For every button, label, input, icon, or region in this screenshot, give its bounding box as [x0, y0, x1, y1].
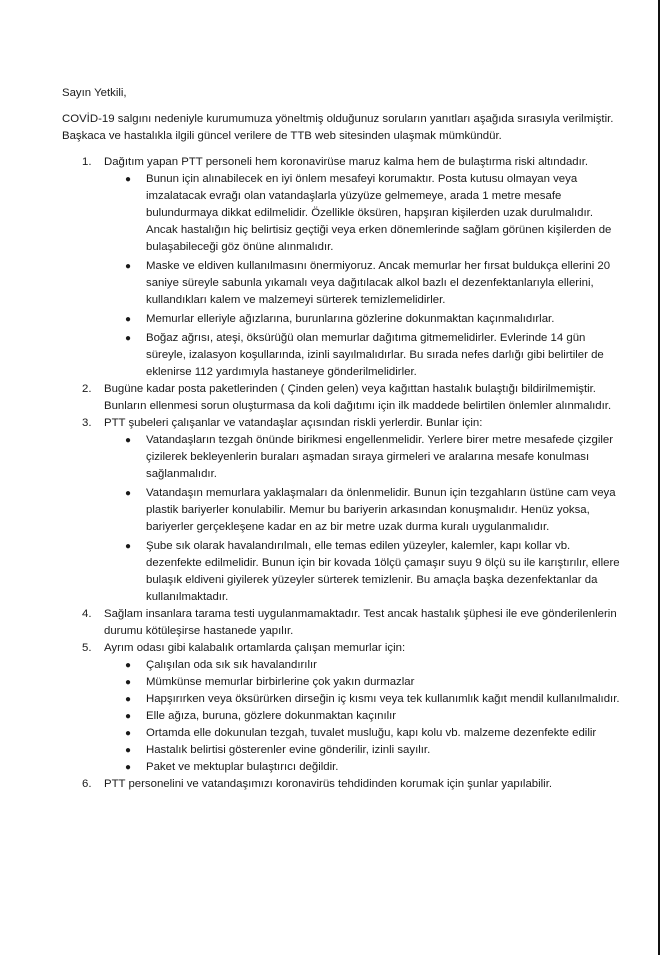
bullet-icon: ●	[125, 333, 132, 344]
sub-list-item	[104, 538, 622, 606]
intro-paragraph: COVİD-19 salgını nedeniyle kurumumuza yöneltmiş olduğunuz soruların yanıtları aşağıda sırasıyla verilmiştir. Başkaca ve hastalıkla ilgili güncel verilere de TTB web sitesinden ulaşmak mümkündür.	[62, 113, 614, 142]
bullet-icon: ●	[125, 435, 132, 446]
sub-list	[104, 657, 622, 776]
sub-list-item	[104, 674, 622, 691]
list-item	[62, 415, 622, 606]
bullet-icon: ●	[125, 314, 132, 325]
sub-item-text: Maske ve eldiven kullanılmasını önermiyoruz. Ancak memurlar her fırsat buldukça ellerini 20 saniye süreyle sabunla yıkamalı veya dağıtılacak alkol bazlı el dezenfektanlarıyla ellerini, kullandıkları kalem ve malzemeyi sürterek temizlemelidirler.	[146, 260, 611, 306]
sub-item-text: Hastalık belirtisi gösterenler evine gönderilir, izinli sayılır.	[146, 744, 431, 756]
sub-item-text: Elle ağıza, buruna, gözlere dokunmaktan kaçınılır	[146, 710, 397, 722]
list-item	[62, 776, 622, 793]
item-number: 5.	[82, 642, 92, 654]
sub-list-item	[104, 485, 622, 536]
letter-body	[62, 85, 622, 793]
sub-list-item	[104, 708, 622, 725]
bullet-icon: ●	[125, 677, 132, 688]
item-text: Dağıtım yapan PTT personeli hem koronavirüse maruz kalma hem de bulaştırma riski altındadır.	[104, 156, 589, 168]
sub-list	[104, 432, 622, 606]
bullet-icon: ●	[125, 488, 132, 499]
sub-item-text: Boğaz ağrısı, ateşi, öksürüğü olan memurlar dağıtıma gitmemelidirler. Evlerinde 14 gün süreyle, izalasyon koşullarında, izinli sayılmalıdırlar. Bu sırada nefes darlığı gibi belirtiler de eklenirse 112 yardımıyla hastaneye gönderilmelidirler.	[146, 332, 604, 378]
sub-item-text: Çalışılan oda sık sık havalandırılır	[146, 659, 317, 671]
bullet-icon: ●	[125, 541, 132, 552]
bullet-icon: ●	[125, 261, 132, 272]
list-item	[62, 640, 622, 776]
item-text: PTT personelini ve vatandaşımızı koronavirüs tehdidinden korumak için şunlar yapılabilir.	[104, 778, 553, 790]
answers-list	[62, 154, 622, 793]
sub-list-item	[104, 759, 622, 776]
item-text: Bugüne kadar posta paketlerinden ( Çinden gelen) veya kağıttan hastalık bulaştığı bildirilmemiştir. Bunların ellenmesi sorun oluşturmasa da koli dağıtımı için ilk maddede belirtilen önlemler alınmalıdır.	[104, 383, 612, 412]
bullet-icon: ●	[125, 660, 132, 671]
item-text: Sağlam insanlara tarama testi uygulanmamaktadır. Test ancak hastalık şüphesi ile eve gönderilenlerin durumu kötüleşirse hastanede yapılır.	[104, 608, 617, 637]
sub-list-item	[104, 725, 622, 742]
sub-item-text: Hapşırırken veya öksürürken dirseğin iç kısmı veya tek kullanımlık kağıt mendil kullanılmalıdır.	[146, 693, 620, 705]
bullet-icon: ●	[125, 174, 132, 185]
bullet-icon: ●	[125, 762, 132, 773]
sub-list-item	[104, 657, 622, 674]
item-text: Ayrım odası gibi kalabalık ortamlarda çalışan memurlar için:	[104, 642, 406, 654]
sub-item-text: Ortamda elle dokunulan tezgah, tuvalet musluğu, kapı kolu vb. malzeme dezenfekte edilir	[146, 727, 597, 739]
sub-item-text: Vatandaşların tezgah önünde birikmesi engellenmelidir. Yerlere birer metre mesafede çizgiler çizilerek bekleyenlerin buraları aşmadan sıraya girmeleri ve aralarına mesafe konulması sağlanmalıdır.	[146, 434, 614, 480]
sub-list-item	[104, 691, 622, 708]
sub-item-text: Paket ve mektuplar bulaştırıcı değildir.	[146, 761, 339, 773]
bullet-icon: ●	[125, 728, 132, 739]
bullet-icon: ●	[125, 711, 132, 722]
list-item	[62, 381, 622, 415]
sub-list-item	[104, 742, 622, 759]
item-number: 2.	[82, 383, 92, 395]
sub-list-item	[104, 171, 622, 256]
sub-item-text: Memurlar elleriyle ağızlarına, burunlarına gözlerine dokunmaktan kaçınmalıdırlar.	[146, 313, 555, 325]
item-text: PTT şubeleri çalışanlar ve vatandaşlar açısından riskli yerlerdir. Bunlar için:	[104, 417, 483, 429]
sub-list-item	[104, 311, 622, 328]
item-number: 4.	[82, 608, 92, 620]
sub-list-item	[104, 258, 622, 309]
item-number: 6.	[82, 778, 92, 790]
sub-item-text: Mümkünse memurlar birbirlerine çok yakın durmazlar	[146, 676, 415, 688]
sub-list-item	[104, 330, 622, 381]
item-number: 1.	[82, 156, 92, 168]
bullet-icon: ●	[125, 694, 132, 705]
list-item	[62, 606, 622, 640]
sub-item-text: Vatandaşın memurlara yaklaşmaları da önlenmelidir. Bunun için tezgahların üstüne cam veya plastik bariyerler konulabilir. Memur bu bariyerin arkasından konuşmalıdır. Henüz yoksa, bariyerler gerçekleşene kadar en az bir metre uzak durma kuralı uygulanmalıdır.	[146, 487, 616, 533]
sub-list	[104, 171, 622, 381]
item-number: 3.	[82, 417, 92, 429]
sub-item-text: Bunun için alınabilecek en iyi önlem mesafeyi korumaktır. Posta kutusu olmayan veya imzalatacak evrağı olan vatandaşlarla yüzyüze gelmemeye, arada 1 metre mesafe bulundurmaya dikkat edilmelidir. Özellikle öksüren, hapşıran kişilerden uzak durulmalıdır. Ancak hastalığın hiç belirtisiz geçtiği veya erken dönemlerinde sağlam görünen kişilerden de bulaşabileceği göz önüne alınmalıdır.	[146, 173, 612, 253]
sub-item-text: Şube sık olarak havalandırılmalı, elle temas edilen yüzeyler, kalemler, kapı kollar vb. dezenfekte edilmelidir. Bunun için bir kovada 1ölçü çamaşır suyu 9 ölçü su ile karıştırılır, ellere bulaşık eldiveni giyilerek yüzeyler sürterek temizlenir. Bu amaçla başka dezenfektanlar da kullanılmaktadır.	[146, 540, 620, 603]
bullet-icon: ●	[125, 745, 132, 756]
list-item	[62, 154, 622, 381]
sub-list-item	[104, 432, 622, 483]
salutation: Sayın Yetkili,	[62, 87, 127, 99]
